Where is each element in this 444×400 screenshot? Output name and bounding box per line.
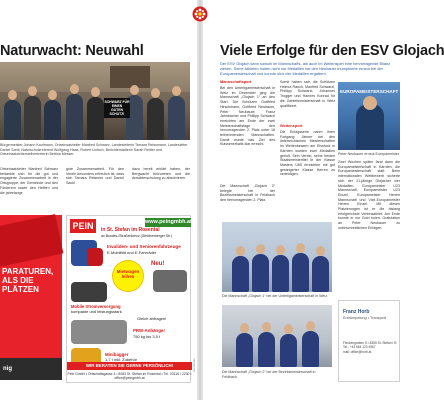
left-column-1: Ortseinsatzleiter Manfred Schwarz bedankte sich für die gut und engagierte Zusammenarbeit in der Ortsgruppe, der Gemeinde und den Förderern sowie den Helfern und die jahrelange	[0, 167, 58, 195]
photo-top-caption: Peter Neubauer erneut Europameister	[338, 152, 399, 156]
photo-sign: SCHWARZ FÜR EINEN GUTEN SCHUTZ!	[104, 100, 130, 116]
pein-mini-title: Minibagger	[105, 352, 129, 357]
article-intro: Der ESV Glojach kann sowohl im Mannschafts- als auch im Weitenspiel eine hervorragende Bilanz ziehen. Seine Athleten holten nicht nur Medaillen bei den Neubauer triumphierte erneut bei der Europameisterschaft und konnte sich vier Medaillen ergattern.	[220, 61, 391, 76]
photo-caption: Bürgermeister Johann Kaufmann, Ortseinsatzleiter Manfred Schwarz, Landesleiterin Tamara Reissmann, Landesleiter Daniel Santl, Naturschutzreferent Wolfgang Haas, Robert Lintsch, Berichterstatterin Sarah Reitter und Ortseinsatzleiterstellvertreterin Bettina Messer.	[0, 143, 188, 157]
power-station-image	[71, 282, 107, 302]
pein-logo: PEIN	[70, 219, 96, 233]
horb-ad	[338, 300, 400, 382]
pein-product-sub: E-Mobilität und E-Fahrräder	[107, 250, 157, 255]
group-photo	[0, 62, 190, 140]
pein-starburst: Mietwagen leihen	[113, 261, 143, 291]
photo-banner: EUROPAMEISTERSCHAFT	[340, 89, 399, 94]
pein-advice-bar: WIR BERATEN SIE GERNE PERSÖNLICH!	[67, 362, 192, 370]
left-column-3: dazu bereit erklärt haben, der Bergwacht beizutreten und die Anwärterschulung zu absolvieren.	[132, 167, 190, 181]
pein-prw-sub: 750 kg bis 3,5 t	[133, 334, 161, 339]
left-column-2: gute Zusammenarbeit. Für den Verein besonders erfreulich ist, dass sich Tamara Reissner und Daniel Sackl	[66, 167, 124, 186]
pein-rental-sub: kompakte und leistungsstark	[71, 309, 122, 314]
photo-mid-caption: Die Mannschaft „Glojach 1“ bei der Unterligameisterschaft in Weiz.	[222, 294, 328, 298]
repair-ad	[0, 215, 62, 380]
section-mannschaftsport: Mannschaftsport	[220, 79, 252, 84]
section-weitensport: Weitensport	[280, 123, 303, 128]
pein-footer: Pein GmbH • Ortschaftsgasse 4 • 8083 St. Stefan im Rosental • Tel. 03116 / 2230 • office@peingmbh.at	[67, 372, 192, 380]
right-column-2: Somit haben sich die Schützen Helmut Rauch, Manfred Schwarzl, Phillipp Schwarzl, Johannes Trogger und Hannes Konrad für die Gebietsmeisterschaft in Weiz qualifiziert.	[280, 80, 335, 108]
pein-mini-sub: 1,7 t inkl. Zubehör	[105, 357, 138, 362]
pein-new-label: Neu!	[151, 261, 165, 267]
side-credit: Gemeinde	[192, 358, 196, 372]
scooter-image-3	[153, 270, 187, 292]
magazine-logo-icon	[192, 6, 208, 22]
repair-ad-brand: nig	[0, 358, 62, 380]
europameister-photo	[338, 82, 400, 150]
horb-ad-contact: Fleckengraben 5 • 8355 St. Stefan i.R. Tel.: +43 664 123 4567 mail: office@horb.at	[343, 341, 398, 354]
right-headline: Viele Erfolge für den ESV Glojach	[220, 43, 444, 59]
right-column-1: Bei den Unterligameisterschaft in Weiz im Dezember ging die Mannschaft „Glojach 1“ an den Start. Die Schützen Gottfried Hirschmann, Gottfried Neubauer, Peter Neubauer, Franz Jahnbacher und Phillipp Schwarzl erreichten am Ende der zwei Meisterschaftstage den hervorragenden 2. Platz unter 16 teilnehmenden Mannschaften. Damit wurde das Ziel des Klassenerhalts klar erreicht.	[220, 86, 275, 147]
horb-ad-sub: Entrümpelung • Transport	[343, 316, 387, 320]
pein-prw-title: PRW-Anhänger	[133, 328, 166, 333]
pein-rental-title: Mobile Stromversorgung	[71, 304, 121, 309]
pein-ad	[66, 215, 191, 383]
pein-location-title: in St. Stefan im Rosental	[101, 227, 160, 233]
pein-location-sub: an Bundes-/Straßenkreuz (Gleichenberger Str.)	[101, 234, 173, 238]
right-column-3: Zwei Wochen später fand dann die Europameisterschaft in Kärnten, die Europameisterschaft statt. Beim internationalen Wettbewerb sicherte sich der 21-jährige Glojacher vier Medaillen. Europameister U23 Mannschaft, Europameister U23 Einzel, Europameister Herren Mannschaft und Vize-Europameister Herren Einzel. Mit diesen Platzierungen ist er die bislang erfolgreichste Vereinsathlet. Am Ende konnte er nur Gold holen. Gratulation an Peter Neubauer zu unbeschreiblichen Erfolgen.	[338, 160, 400, 230]
repair-ad-text: PARATUREN, ALS DIE PLÄTZEN	[2, 267, 54, 294]
right-column-2b: Die Erfolgsserie nahm ihren Fortgang: Jänner bei den österreichischen Meisterschaften im Weitenbewerb am Eisstock in Kärnten wurden zwei Medaillen geholt. Sein Verein, seine beiden Staatsmeistertitel in der Klasse Masters U65 erreichten mit gut gesteigerter Klasse Herren zu verteidigen.	[280, 130, 335, 177]
trailer-image	[71, 320, 127, 344]
left-headline: Naturwacht: Neuwahl	[0, 43, 144, 59]
scooter-image-2	[87, 248, 103, 266]
horb-ad-title: Franz Horb	[343, 309, 370, 315]
team-photo-glojach-2	[222, 305, 332, 367]
photo-bot-caption: Die Mannschaft „Glojach 2“ bei der Bezirksmeisterschaft in Feldbach.	[222, 370, 316, 379]
pein-price-label: Gleich anfragen!	[137, 316, 167, 321]
team-photo-glojach-1	[222, 222, 332, 292]
right-column-1b: Die Mannschaft „Glojach 2“ belegte bei der Bezirksmeisterschaft in Feldbach den hervorragenden 2. Platz.	[220, 184, 275, 203]
pein-url[interactable]: www.peingmbh.at	[145, 219, 192, 225]
pein-product-title: Invaliden- und Seniorenfahrzeuge	[107, 244, 181, 249]
